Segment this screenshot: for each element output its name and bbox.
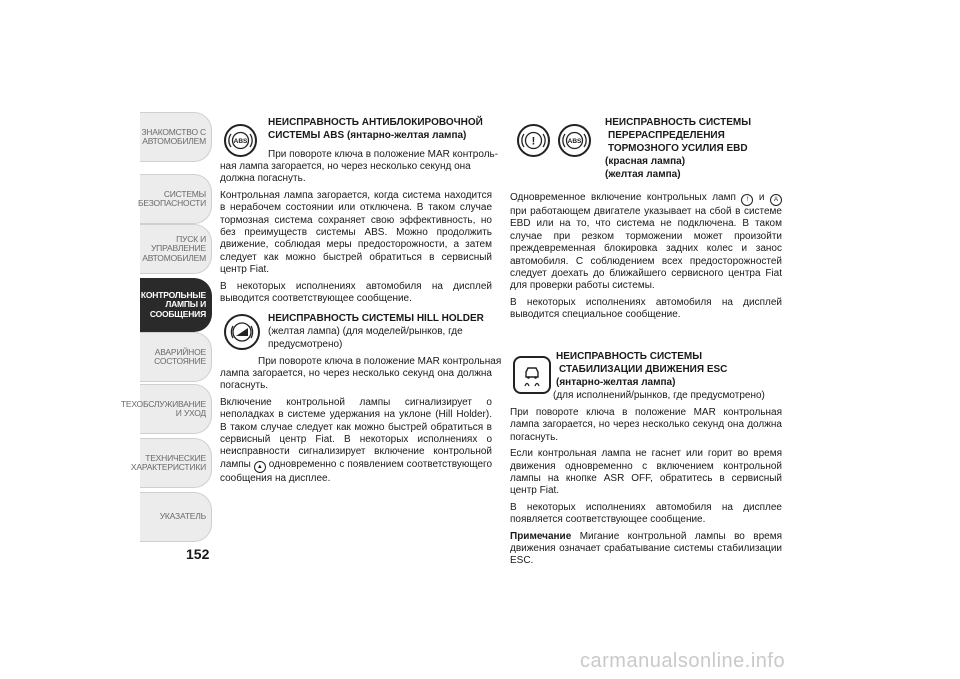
watermark: carmanualsonline.info: [580, 650, 786, 672]
svg-text:ABS: ABS: [233, 138, 248, 145]
abs-text-block: ная лампа загорается, но через несколько секунд она должна погаснуть. Контрольная лампа загорается, когда система находится в нерабочем состоянии или отключена. В таком случае тормозная система сохраняет свою эффективность, но без преимуществ системы ABS. Можно продолжить движение, соблюдая меры предосторожности, а затем следует как можно быстрей обратиться в сервисный центр Fiat. В некоторых исполнениях автомобиля на дисплей выводится соответствующее сообщение.: [220, 161, 492, 305]
ebd-red-lamp: (красная лампа): [605, 156, 686, 167]
abs-para1-line1: При повороте ключа в положение MAR контроль-: [268, 149, 499, 160]
abs-warning-icon: [224, 124, 257, 157]
ebd-abs-icon: [558, 124, 591, 157]
esc-warning-icon: [513, 356, 551, 394]
ebd-heading-line2: ПЕРЕРАСПРЕДЕЛЕНИЯ: [608, 130, 725, 141]
hill-para1-line1: При повороте ключа в положение MAR контрольная: [258, 356, 502, 367]
brake-warning-icon: [517, 124, 550, 157]
note-label: Примечание: [510, 530, 572, 542]
ebd-text-block: Одновременное включение контрольных ламп ! и A при работающем двигателе указывает на сбой в системе EBD или на то, что система не подключена. В таком случае при резком торможении может произойти преждевременная блокировка задних колес и занос автомобиля. С соблюдением всех предосторожностей следует доехать до ближайшего сервисного центра Fiat для проверки работы системы. В некоторых исполнениях автомобиля на дисплей выводится специальное сообщение.: [510, 192, 782, 321]
svg-text:ABS: ABS: [567, 138, 582, 145]
abs-heading-line2: СИСТЕМЫ ABS (янтарно-желтая лампа): [268, 130, 467, 141]
ebd-heading-line3: ТОРМОЗНОГО УСИЛИЯ EBD: [608, 143, 748, 154]
hill-holder-heading: НЕИСПРАВНОСТЬ СИСТЕМЫ HILL HOLDER: [268, 313, 484, 324]
esc-heading-line2: СТАБИЛИЗАЦИИ ДВИЖЕНИЯ ESC: [559, 364, 728, 375]
tab-emergency[interactable]: АВАРИЙНОЕ СОСТОЯНИЕ: [140, 332, 212, 382]
brake-inline-icon: !: [741, 194, 753, 206]
ebd-yellow-lamp: (желтая лампа): [605, 169, 681, 180]
tab-index[interactable]: УКАЗАТЕЛЬ: [140, 492, 212, 542]
page-number: 152: [186, 546, 210, 562]
esc-availability: (для исполнений/рынков, где предусмотрено): [553, 390, 765, 401]
tab-starting-driving[interactable]: ПУСК И УПРАВЛЕНИЕ АВТОМОБИЛЕМ: [140, 224, 212, 274]
tab-introduction[interactable]: ЗНАКОМСТВО С АВТОМОБИЛЕМ: [140, 112, 212, 162]
ebd-heading-line1: НЕИСПРАВНОСТЬ СИСТЕМЫ: [605, 117, 752, 128]
hill-text-block: лампа загорается, но через несколько секунд она должна погаснуть. Включение контрольной лампы сигнализирует о неполадках в системе удержания на уклоне (Hill Holder). В таком случае следует как можно быстрей обратиться в сервисный центр Fiat. В некоторых исполнениях о неисправности сигнализирует включение контрольной лампы ▲ одновременно с появлением соответствующего сообщения на дисплее.: [220, 368, 493, 484]
tab-safety[interactable]: СИСТЕМЫ БЕЗОПАСНОСТИ: [140, 174, 212, 224]
hill-holder-inline-icon: ▲: [254, 461, 266, 473]
esc-heading-line3: (янтарно-желтая лампа): [556, 377, 676, 388]
esc-text-block: При повороте ключа в положение MAR контрольная лампа загорается, но через несколько секунд она должна погаснуть. Если контрольная лампа не гаснет или горит во время движения одновременно с включением контрольной лампы на кнопке ASR OFF, обратитесь в сервисный центр Fiat. В некоторых исполнениях автомобиля на дисплее появляется соответствующее сообщение. Примечание Мигание контрольной лампы во время движения означает срабатывание системы стабилизации ESC.: [510, 407, 782, 567]
tab-maintenance[interactable]: ТЕХОБСЛУЖИВАНИЕ И УХОД: [140, 384, 212, 434]
esc-heading-line1: НЕИСПРАВНОСТЬ СИСТЕМЫ: [556, 351, 703, 362]
abs-inline-icon: A: [770, 194, 782, 206]
hill-holder-icon: [224, 314, 260, 350]
tab-technical-specs[interactable]: ТЕХНИЧЕСКИЕ ХАРАКТЕРИСТИКИ: [140, 438, 212, 488]
abs-heading-line1: НЕИСПРАВНОСТЬ АНТИБЛОКИРОВОЧНОЙ: [268, 117, 483, 128]
hill-holder-sub1: (желтая лампа) (для моделей/рынков, где: [268, 326, 463, 337]
hill-holder-sub2: предусмотрено): [268, 339, 343, 350]
tab-warning-lights[interactable]: КОНТРОЛЬНЫЕ ЛАМПЫ И СООБЩЕНИЯ: [140, 278, 212, 332]
svg-text:!: !: [531, 135, 536, 148]
